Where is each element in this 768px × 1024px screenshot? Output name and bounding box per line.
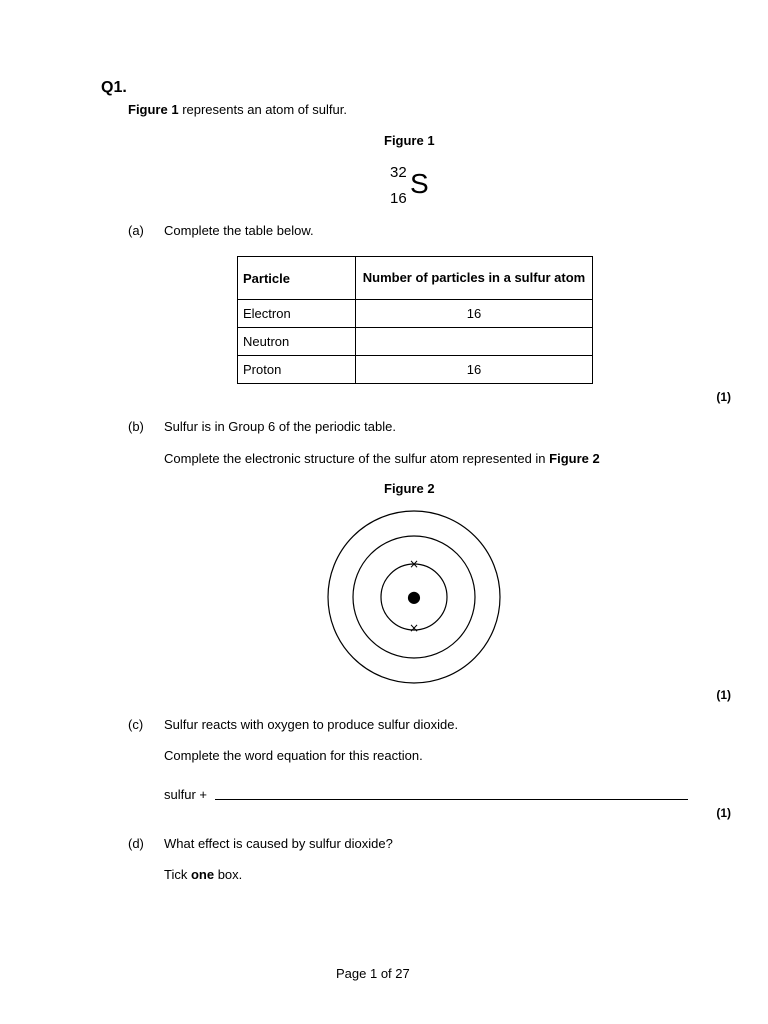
table-header-count: Number of particles in a sulfur atom bbox=[356, 257, 593, 300]
part-c-marks: (1) bbox=[716, 806, 731, 820]
part-d-question: What effect is caused by sulfur dioxide? bbox=[164, 836, 393, 851]
part-b-instruction-bold: Figure 2 bbox=[549, 451, 600, 466]
part-c-instruction: Complete the word equation for this reaction. bbox=[164, 748, 423, 763]
table-header-row bbox=[238, 257, 593, 300]
table-header-particle: Particle bbox=[238, 257, 356, 300]
part-b-letter: (b) bbox=[128, 419, 144, 434]
tick-text-end: box. bbox=[214, 867, 243, 882]
mass-number: 32 bbox=[390, 164, 407, 181]
tick-text-start: Tick bbox=[164, 867, 191, 882]
electron-shell-diagram bbox=[324, 508, 504, 688]
electron-cross-bottom: × bbox=[408, 621, 420, 635]
part-c-letter: (c) bbox=[128, 717, 144, 732]
part-d-letter: (d) bbox=[128, 836, 144, 851]
equation-answer-line[interactable] bbox=[215, 799, 688, 800]
electron-cross-top: × bbox=[408, 557, 420, 571]
table-row bbox=[238, 300, 593, 328]
part-a-instruction: Complete the table below. bbox=[164, 223, 314, 238]
page-number: Page 1 of 27 bbox=[336, 966, 410, 981]
element-symbol: S bbox=[410, 168, 429, 199]
figure2-title: Figure 2 bbox=[384, 481, 435, 496]
question-number: Q1. bbox=[101, 79, 127, 96]
part-c-statement: Sulfur reacts with oxygen to produce sulfur dioxide. bbox=[164, 717, 459, 732]
part-a-letter: (a) bbox=[128, 223, 144, 238]
part-a-marks: (1) bbox=[716, 390, 731, 404]
question-intro-bold: Figure 1 bbox=[128, 102, 179, 117]
question-intro-text: represents an atom of sulfur. bbox=[178, 102, 347, 117]
table-row bbox=[238, 356, 593, 384]
table-cell-count: 16 bbox=[356, 300, 593, 328]
equation-start: sulfur + bbox=[164, 787, 207, 802]
neutron-answer-cell[interactable] bbox=[356, 328, 593, 356]
part-b-statement: Sulfur is in Group 6 of the periodic table. bbox=[164, 419, 396, 434]
part-b-instruction-text: Complete the electronic structure of the sulfur atom represented in bbox=[164, 451, 550, 466]
table-row bbox=[238, 328, 593, 356]
table-cell-particle: Proton bbox=[238, 356, 356, 384]
nucleus: ● bbox=[407, 587, 421, 606]
part-d-instruction bbox=[164, 867, 242, 882]
question-intro bbox=[128, 102, 347, 117]
figure1-title: Figure 1 bbox=[384, 133, 435, 148]
particles-table bbox=[237, 256, 593, 384]
tick-text-bold: one bbox=[190, 867, 215, 882]
part-b-instruction bbox=[164, 451, 600, 466]
part-b-marks: (1) bbox=[716, 688, 731, 702]
table-cell-count: 16 bbox=[356, 356, 593, 384]
atomic-number: 16 bbox=[390, 190, 407, 207]
sulfur-nuclide-symbol bbox=[390, 164, 440, 208]
table-cell-particle: Electron bbox=[238, 300, 356, 328]
table-cell-particle: Neutron bbox=[238, 328, 356, 356]
